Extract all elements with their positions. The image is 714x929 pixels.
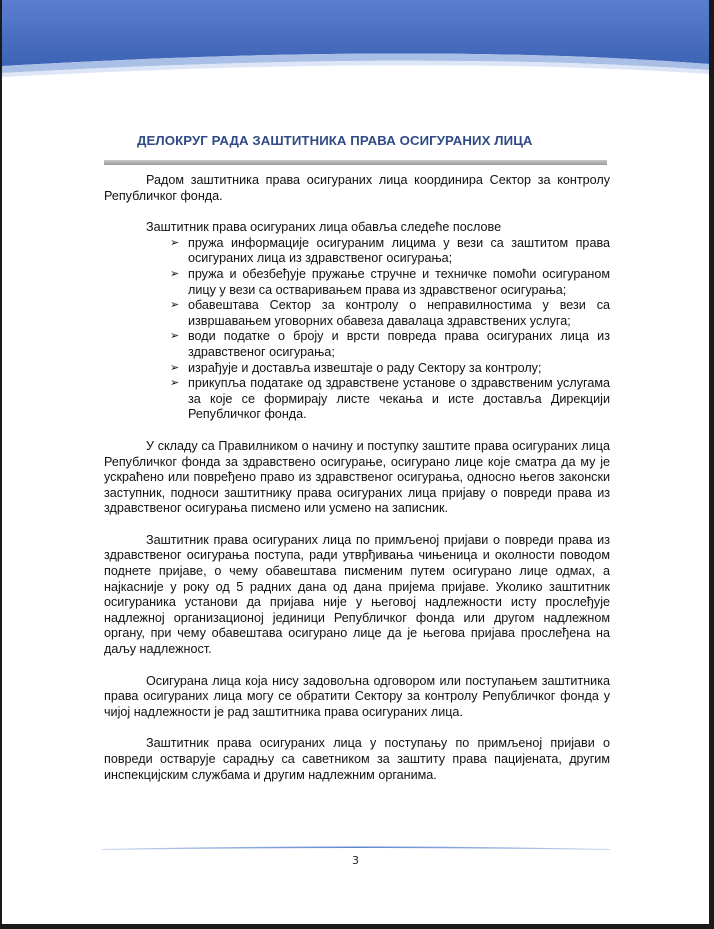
arrowhead-bullet-icon: ➢ bbox=[170, 236, 180, 249]
document-page bbox=[2, 0, 709, 924]
list-item bbox=[104, 361, 610, 377]
list-item-text: обавештава Сектор за контролу о неправилностима у вези са извршавањем уговорних обавеза давалаца здравствених услуга; bbox=[188, 298, 610, 328]
page-number: 3 bbox=[352, 854, 359, 867]
arrowhead-bullet-icon: ➢ bbox=[170, 267, 180, 280]
duties-intro: Заштитник права осигураних лица обавља следеће послове bbox=[146, 220, 502, 235]
footer-divider bbox=[102, 845, 610, 851]
list-item bbox=[104, 329, 610, 360]
appeal-paragraph: Осигурана лица која нису задовољна одговором или поступањем заштитника права осигураних лица могу се обратити Сектору за контролу Републичког фонда у чијој надлежности је рад заштитника права осигураних лица. bbox=[104, 673, 610, 719]
page-title: ДЕЛОКРУГ РАДА ЗАШТИТНИКА ПРАВА ОСИГУРАНИХ ЛИЦА bbox=[137, 133, 533, 148]
list-item-text: пружа информације осигураним лицима у вези са заштитом права осигураних лица из здравственог осигурања; bbox=[188, 235, 610, 266]
complaint-procedure-paragraph: У складу са Правилником о начину и поступку заштите права осигураних лица Републичког фонда за здравствено осигурање, осигурано лице које сматра да му је ускраћено или повређено право из здравственог осигурања, односно његов законски заступник, подноси заштитнику права осигураних лица пријаву о повреди права из здравственог осигурања писмено или усмено на записник. bbox=[104, 438, 610, 516]
list-item-text: израђује и доставља извештаје о раду Сектору за контролу; bbox=[188, 360, 542, 375]
list-item-text: прикупља податаке од здравствене установе о здравственим услугама за које се формирају листе чекања и исте доставља Дирекцији Републичког фонда. bbox=[188, 376, 610, 422]
cooperation-paragraph: Заштитник права осигураних лица у поступању по примљеној пријави о повреди остварује сарадњу са саветником за заштиту права пацијената, другим инспекцијским службама и другим надлежним органима. bbox=[104, 736, 610, 782]
arrowhead-bullet-icon: ➢ bbox=[170, 330, 180, 343]
arrowhead-bullet-icon: ➢ bbox=[170, 361, 180, 374]
title-divider bbox=[104, 160, 607, 165]
list-item bbox=[104, 236, 610, 267]
list-item bbox=[104, 376, 610, 423]
document-body bbox=[104, 173, 610, 783]
complaint-handling-paragraph: Заштитник права осигураних лица по примљеној пријави о повреди права из здравственог осигурања поступа, ради утврђивања чињеница и околности поводом поднете пријаве, о чему обавештава писменим путем осигурано лице одмах, а најкасније у року од 5 радних дана од дана пријема пријаве. Уколико заштитник осигураника установи да пријава није у његовој надлежности исту прослеђује надлежној организационој јединици Републичког фонда или другом надлежном органу, при чему обавештава осигурано лице да је његова пријава прослеђена на даљу надлежност. bbox=[104, 532, 610, 657]
duties-list bbox=[104, 236, 610, 423]
list-item bbox=[104, 267, 610, 298]
header-decoration bbox=[2, 0, 709, 80]
list-item-text: води податке о броју и врсти повреда права осигураних лица из здравственог осигурања; bbox=[188, 329, 610, 359]
arrowhead-bullet-icon: ➢ bbox=[170, 377, 180, 390]
arrowhead-bullet-icon: ➢ bbox=[170, 299, 180, 312]
list-item bbox=[104, 298, 610, 329]
list-item-text: пружа и обезбеђује пружање стручне и техничке помоћи осигураном лицу у вези са остваривањем права из здравственог осигурања; bbox=[188, 266, 610, 297]
intro-paragraph: Радом заштитника права осигураних лица координира Сектор за контролу Републичког фонда. bbox=[104, 173, 610, 203]
